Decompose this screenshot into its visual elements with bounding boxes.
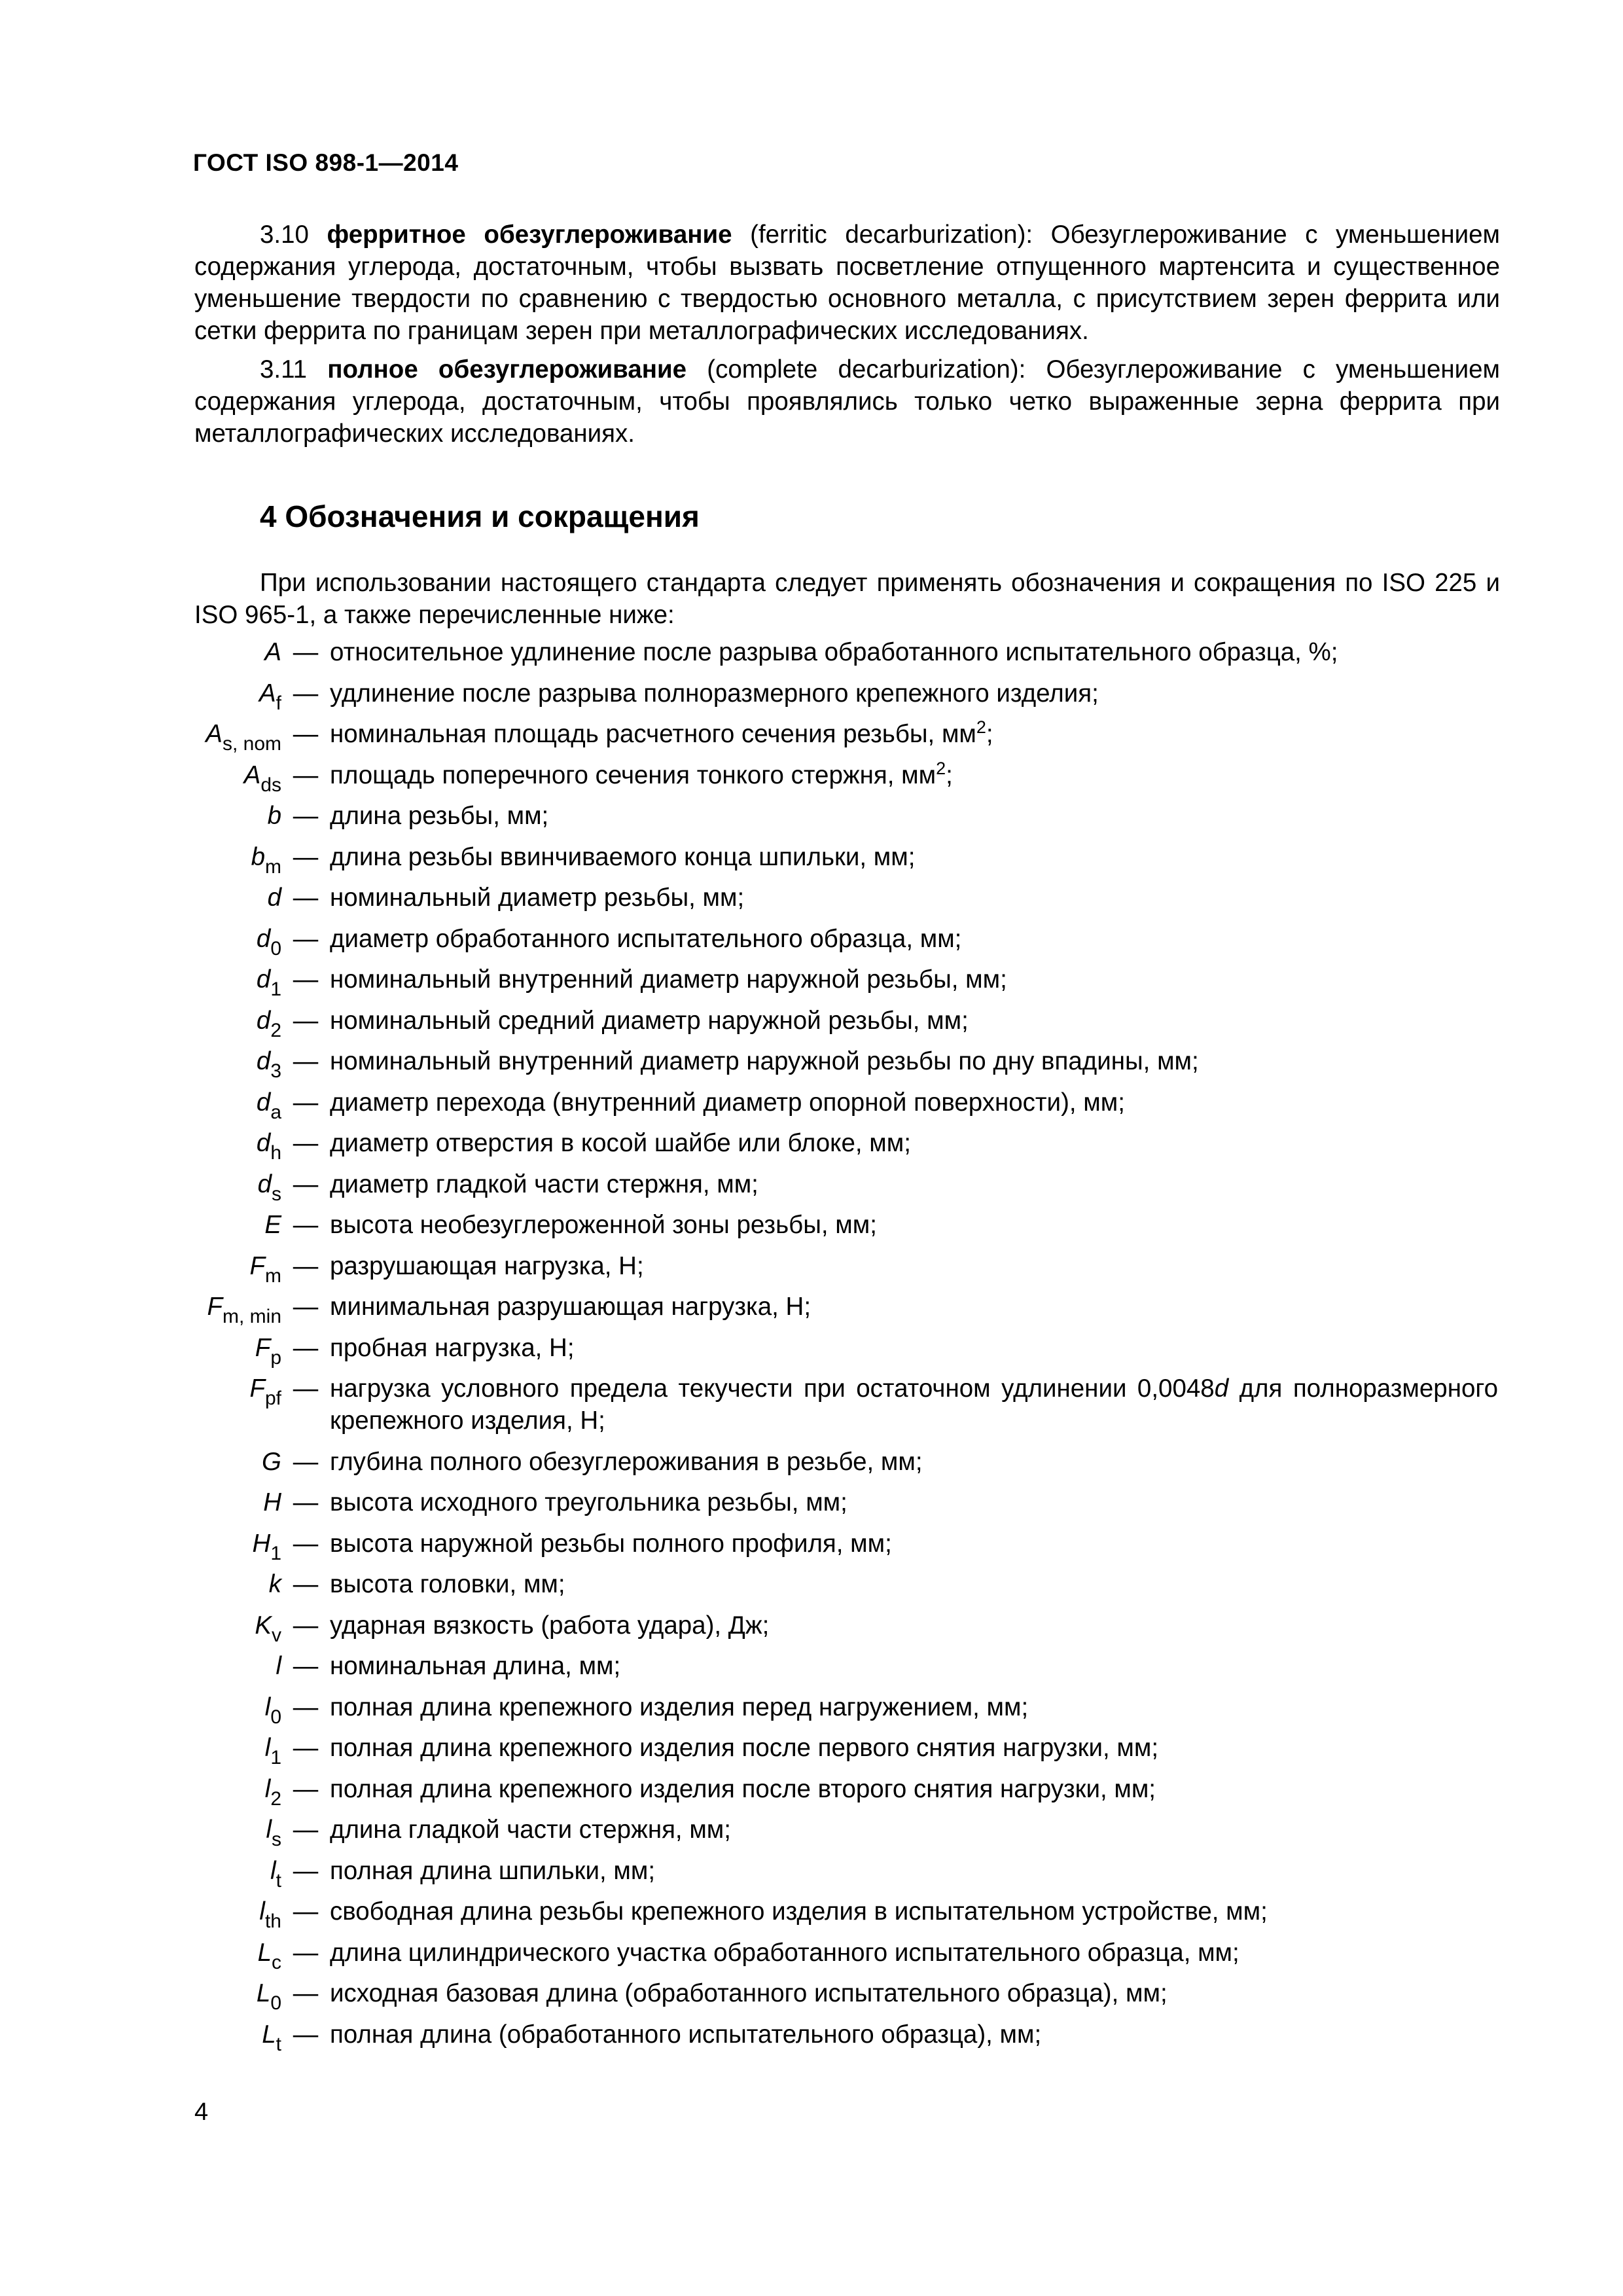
symbol (0, 1005, 281, 1041)
description-superscript: 2 (976, 717, 986, 737)
symbol-letter: F (255, 1333, 271, 1362)
symbol-description (330, 1773, 1498, 1805)
symbol-description (330, 759, 1498, 791)
symbol-description (330, 882, 1498, 914)
description-text: длина резьбы ввинчиваемого конца шпильки, мм; (330, 842, 916, 871)
symbol-row (0, 1486, 1623, 1518)
symbol-description (330, 963, 1498, 996)
description-text: полная длина шпильки, мм; (330, 1856, 656, 1885)
dash-separator: — (293, 884, 319, 912)
symbol-row (0, 677, 1623, 714)
dash-separator: — (293, 1652, 319, 1680)
symbol-row (0, 963, 1623, 1000)
symbol-letter: L (256, 1979, 271, 2007)
symbol-row (0, 1332, 1623, 1369)
symbol (0, 1446, 281, 1478)
symbol-row (0, 1446, 1623, 1478)
description-text: диаметр обработанного испытательного образца, мм; (330, 924, 962, 953)
symbol-subscript: a (270, 1101, 281, 1123)
symbol-row (0, 882, 1623, 914)
dash-separator: — (293, 638, 319, 666)
dash-separator: — (293, 1938, 319, 1967)
symbol (0, 1209, 281, 1241)
term-number: 3.11 (260, 355, 308, 384)
description-text: длина гладкой части стержня, мм; (330, 1816, 731, 1844)
symbol-subscript: ds (260, 774, 281, 796)
symbol (0, 1568, 281, 1600)
symbol (0, 1127, 281, 1164)
description-italic: d (1214, 1374, 1229, 1403)
symbol (0, 1250, 281, 1287)
section-intro: При использовании настоящего стандарта следует применять обозначения и сокращения по ISO 225 и ISO 965-1, а также перечисленные ниже: (194, 569, 1500, 629)
symbol-subscript: 0 (270, 1706, 281, 1728)
dash-separator: — (293, 1488, 319, 1516)
symbol-description (330, 1977, 1498, 2009)
symbol-subscript: 1 (270, 1542, 281, 1564)
symbol-subscript: 0 (270, 937, 281, 960)
description-text: нагрузка условного предела текучести при остаточном удлинении 0,0048 (330, 1374, 1215, 1403)
description-tail: ; (986, 720, 993, 748)
symbol-description (330, 1168, 1498, 1200)
symbol-letter: b (267, 802, 281, 830)
symbols-list (0, 636, 1623, 2059)
dash-separator: — (293, 679, 319, 708)
symbol-row (0, 1045, 1623, 1082)
term-definition: (ferritic decarburization): Обезуглероживание с уменьшением содержания углерода, достаточным, чтобы вызвать посветление отпущенного мартенсита и существенное уменьшение твердости по сравнению с твердостью основного металла, с присутствием зерен феррита или сетки феррита по границам зерен при металлографических исследованиях. (194, 221, 1500, 345)
symbol-subscript: m (265, 855, 281, 878)
symbol-letter: l (266, 1816, 272, 1844)
term-name: ферритное обезуглероживание (327, 221, 732, 249)
dash-separator: — (293, 802, 319, 830)
description-text: исходная базовая длина (обработанного испытательного образца), мм; (330, 1979, 1168, 2007)
description-text: полная длина (обработанного испытательного образца), мм; (330, 2020, 1042, 2049)
symbol-description (330, 1895, 1498, 1928)
dash-separator: — (293, 1047, 319, 1075)
dash-separator: — (293, 1693, 319, 1721)
symbol-row (0, 1773, 1623, 1810)
symbol-subscript: m (265, 1265, 281, 1287)
page-number: 4 (194, 2098, 209, 2126)
term-3-10 (194, 219, 1500, 347)
dash-separator: — (293, 1129, 319, 1157)
dash-separator: — (293, 1333, 319, 1362)
symbol-letter: b (251, 842, 265, 871)
dash-separator: — (293, 1293, 319, 1321)
description-text: высота исходного треугольника резьбы, мм; (330, 1488, 847, 1516)
symbol (0, 1650, 281, 1682)
symbol-row (0, 717, 1623, 755)
symbol-letter: A (259, 679, 276, 708)
symbol-description (330, 1332, 1498, 1364)
symbol-row (0, 841, 1623, 878)
symbol-description (330, 1005, 1498, 1037)
document-header: ГОСТ ISO 898-1—2014 (193, 149, 459, 176)
symbol-description (330, 1528, 1498, 1560)
symbol-row (0, 1855, 1623, 1892)
symbol-row (0, 1250, 1623, 1287)
symbol-letter: l (264, 1734, 271, 1762)
symbol-description (330, 1691, 1498, 1723)
symbol-description (330, 1291, 1498, 1323)
symbol-letter: l (264, 1774, 271, 1803)
symbol-subscript: 1 (270, 978, 281, 1000)
symbol (0, 1855, 281, 1892)
term-name: полное обезуглероживание (327, 355, 687, 384)
symbol (0, 1977, 281, 2014)
dash-separator: — (293, 1979, 319, 2007)
symbol-description (330, 800, 1498, 832)
dash-separator: — (293, 1611, 319, 1640)
description-text: относительное удлинение после разрыва обработанного испытательного образца, %; (330, 638, 1338, 666)
symbol-description (330, 1814, 1498, 1846)
symbol-letter: H (263, 1488, 281, 1516)
symbol-subscript: v (272, 1624, 281, 1646)
symbol-letter: d (267, 884, 281, 912)
symbol-subscript: 0 (270, 1992, 281, 2014)
symbol-subscript: s (272, 1183, 281, 1205)
description-text: удлинение после разрыва полноразмерного крепежного изделия; (330, 679, 1099, 708)
symbol-row (0, 923, 1623, 960)
dash-separator: — (293, 842, 319, 871)
symbol-letter: F (207, 1293, 223, 1321)
dash-separator: — (293, 2020, 319, 2049)
description-text: глубина полного обезуглероживания в резьбе, мм; (330, 1447, 923, 1476)
dash-separator: — (293, 1374, 319, 1403)
symbol (0, 1528, 281, 1564)
symbol (0, 800, 281, 832)
symbol-letter: d (257, 1170, 272, 1198)
dash-separator: — (293, 1734, 319, 1762)
symbol (0, 1691, 281, 1728)
section-title: 4 Обозначения и сокращения (260, 499, 700, 533)
symbol (0, 1732, 281, 1768)
symbol-subscript: m, min (223, 1306, 281, 1327)
symbol-description (330, 1855, 1498, 1887)
symbol (0, 1045, 281, 1082)
symbol (0, 963, 281, 1000)
symbol-letter: l (276, 1652, 281, 1680)
symbol-row (0, 1209, 1623, 1241)
symbol-description (330, 1937, 1498, 1969)
symbol-description (330, 2018, 1498, 2051)
dash-separator: — (293, 924, 319, 953)
dash-separator: — (293, 1570, 319, 1598)
symbol-description (330, 1209, 1498, 1241)
symbol-description (330, 1486, 1498, 1518)
symbol-letter: H (252, 1529, 271, 1558)
symbol-letter: E (264, 1211, 281, 1239)
symbol-description (330, 1127, 1498, 1159)
symbol (0, 841, 281, 878)
symbol (0, 1773, 281, 1810)
description-text: разрушающая нагрузка, Н; (330, 1251, 644, 1280)
symbol-row (0, 1691, 1623, 1728)
description-text: высота необезуглероженной зоны резьбы, мм; (330, 1211, 877, 1239)
symbol-subscript: c (272, 1951, 281, 1973)
description-text: полная длина крепежного изделия после первого снятия нагрузки, мм; (330, 1734, 1159, 1762)
dash-separator: — (293, 1774, 319, 1803)
symbol-letter: G (262, 1447, 281, 1476)
dash-separator: — (293, 1897, 319, 1926)
description-text: диаметр перехода (внутренний диаметр опорной поверхности), мм; (330, 1088, 1125, 1117)
symbol-letter: d (256, 1088, 271, 1117)
symbol-description (330, 1650, 1498, 1682)
symbol-letter: d (256, 1006, 271, 1035)
symbol (0, 1168, 281, 1205)
dash-separator: — (293, 1170, 319, 1198)
symbol-row (0, 636, 1623, 668)
symbol-subscript: 2 (270, 1787, 281, 1810)
symbol (0, 1086, 281, 1123)
symbol (0, 923, 281, 960)
symbol (0, 1895, 281, 1932)
dash-separator: — (293, 1211, 319, 1239)
description-text: номинальная длина, мм; (330, 1652, 621, 1680)
symbol-row (0, 1650, 1623, 1682)
symbol-row (0, 1291, 1623, 1327)
symbol-description (330, 1568, 1498, 1600)
description-text: минимальная разрушающая нагрузка, Н; (330, 1293, 812, 1321)
dash-separator: — (293, 1529, 319, 1558)
symbol-letter: l (270, 1856, 276, 1885)
description-text: номинальный внутренний диаметр наружной резьбы по дну впадины, мм; (330, 1047, 1199, 1075)
description-text-cont: для полноразмерного крепежного изделия, Н; (330, 1374, 1498, 1435)
symbol-description (330, 841, 1498, 873)
symbol-subscript: s, nom (222, 733, 281, 755)
symbol-row (0, 2018, 1623, 2055)
symbol-row (0, 1086, 1623, 1123)
symbol-letter: A (205, 720, 223, 748)
symbol-description (330, 1250, 1498, 1282)
symbol-row (0, 1895, 1623, 1932)
symbol-letter: L (262, 2020, 276, 2049)
symbol-description (330, 1045, 1498, 1077)
symbol-letter: d (256, 1047, 271, 1075)
description-text: длина резьбы, мм; (330, 802, 549, 830)
description-text: длина цилиндрического участка обработанного испытательного образца, мм; (330, 1938, 1240, 1967)
symbol (0, 636, 281, 668)
symbol-description (330, 677, 1498, 709)
symbol-row (0, 1937, 1623, 1973)
description-text: номинальный диаметр резьбы, мм; (330, 884, 745, 912)
description-text: ударная вязкость (работа удара), Дж; (330, 1611, 770, 1640)
symbol-description (330, 1086, 1498, 1119)
symbol (0, 1814, 281, 1850)
term-3-11 (194, 353, 1500, 450)
symbol-row (0, 1977, 1623, 2014)
symbol-subscript: 3 (270, 1060, 281, 1082)
dash-separator: — (293, 761, 319, 789)
dash-separator: — (293, 720, 319, 748)
symbol-description (330, 718, 1498, 750)
symbol-subscript: p (270, 1346, 281, 1369)
description-text: высота головки, мм; (330, 1570, 565, 1598)
symbol-description (330, 923, 1498, 955)
symbol-letter: d (256, 924, 271, 953)
dash-separator: — (293, 1088, 319, 1117)
symbol-letter: F (249, 1374, 265, 1403)
description-text: полная длина крепежного изделия перед нагружением, мм; (330, 1693, 1029, 1721)
description-text: номинальный внутренний диаметр наружной резьбы, мм; (330, 965, 1007, 994)
symbol-row (0, 1814, 1623, 1850)
symbol-description (330, 1609, 1498, 1641)
symbol-row (0, 1528, 1623, 1564)
description-text: полная длина крепежного изделия после второго снятия нагрузки, мм; (330, 1774, 1156, 1803)
dash-separator: — (293, 1856, 319, 1885)
symbol (0, 882, 281, 914)
symbol-subscript: t (276, 1869, 281, 1892)
symbol-row (0, 1168, 1623, 1205)
description-text: площадь поперечного сечения тонкого стержня, мм (330, 761, 936, 789)
dash-separator: — (293, 1251, 319, 1280)
symbol-subscript: s (272, 1829, 281, 1850)
symbol (0, 1332, 281, 1369)
symbol-letter: d (256, 1129, 271, 1157)
description-text: свободная длина резьбы крепежного изделия в испытательном устройстве, мм; (330, 1897, 1268, 1926)
symbol (0, 1609, 281, 1646)
symbol-row (0, 800, 1623, 832)
symbol-subscript: f (276, 692, 281, 714)
dash-separator: — (293, 965, 319, 994)
description-text: пробная нагрузка, Н; (330, 1333, 575, 1362)
symbol (0, 1291, 281, 1327)
symbol-row (0, 758, 1623, 796)
symbol-subscript: 2 (270, 1019, 281, 1041)
symbol-row (0, 1568, 1623, 1600)
symbol-letter: A (264, 638, 281, 666)
symbol-letter: K (255, 1611, 272, 1640)
description-superscript: 2 (936, 758, 946, 778)
symbol-letter: k (268, 1570, 281, 1598)
symbol-letter: l (264, 1693, 271, 1721)
symbol-letter: F (249, 1251, 265, 1280)
symbol-subscript: h (270, 1142, 281, 1164)
dash-separator: — (293, 1447, 319, 1476)
symbol-subscript: th (264, 1910, 281, 1932)
term-definition: (complete decarburization): Обезуглероживание с уменьшением содержания углерода, достаточным, чтобы проявлялись только четко выраженные зерна феррита при металлографических исследованиях. (194, 355, 1501, 448)
symbol-row (0, 1127, 1623, 1164)
symbol-description (330, 1446, 1498, 1478)
term-number: 3.10 (260, 221, 309, 249)
dash-separator: — (293, 1006, 319, 1035)
description-text: номинальный средний диаметр наружной резьбы, мм; (330, 1006, 969, 1035)
symbol (0, 718, 281, 755)
symbol-description (330, 1732, 1498, 1764)
dash-separator: — (293, 1816, 319, 1844)
symbol-row (0, 1005, 1623, 1041)
description-text: номинальная площадь расчетного сечения резьбы, мм (330, 720, 976, 748)
symbol (0, 759, 281, 796)
symbol-description (330, 1372, 1498, 1437)
symbol (0, 1372, 281, 1409)
symbol-row (0, 1732, 1623, 1768)
symbol-letter: A (243, 761, 261, 789)
symbol-description (330, 636, 1498, 668)
symbol-letter: L (257, 1938, 272, 1967)
symbol (0, 1486, 281, 1518)
symbol-row (0, 1372, 1623, 1437)
symbol (0, 1937, 281, 1973)
symbol-letter: l (259, 1897, 265, 1926)
symbol-subscript: pf (264, 1388, 281, 1409)
description-text: диаметр отверстия в косой шайбе или блоке, мм; (330, 1129, 911, 1157)
description-tail: ; (946, 761, 953, 789)
symbol-row (0, 1609, 1623, 1646)
symbol (0, 2018, 281, 2055)
description-text: высота наружной резьбы полного профиля, мм; (330, 1529, 892, 1558)
description-text: диаметр гладкой части стержня, мм; (330, 1170, 758, 1198)
symbol-subscript: t (276, 2033, 281, 2055)
symbol-subscript: 1 (270, 1747, 281, 1768)
symbol (0, 677, 281, 714)
symbol-letter: d (256, 965, 271, 994)
